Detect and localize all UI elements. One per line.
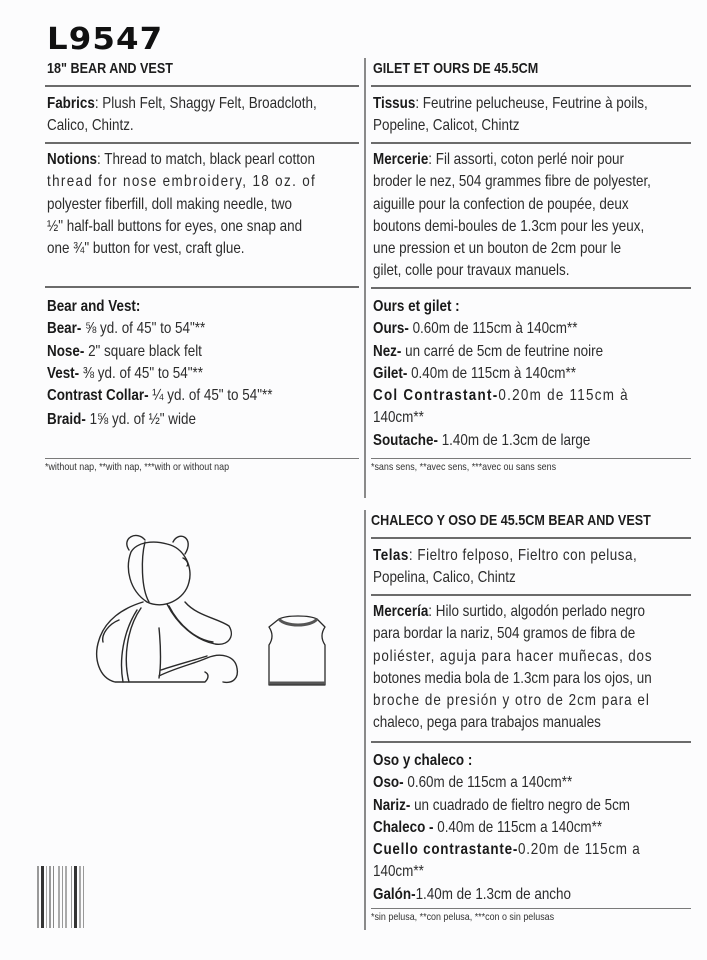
yardage-row: Vest- ⅜ yd. of 45" to 54"** xyxy=(47,364,203,382)
yardage-row: Contrast Collar- ¼ yd. of 45" to 54"** xyxy=(47,387,273,405)
spanish-yardage xyxy=(373,750,640,906)
french-title: GILET ET OURS DE 45.5CM xyxy=(373,60,539,77)
yardage-row: Bear- ⅝ yd. of 45" to 54"** xyxy=(47,320,206,338)
divider xyxy=(45,458,359,459)
barcode xyxy=(37,866,99,928)
divider xyxy=(45,142,359,144)
yardage-row: Col Contrastant-0.20m de 115cm à xyxy=(373,387,629,405)
yardage-row: Braid- 1⅝ yd. of ½" wide xyxy=(47,411,196,429)
column-divider xyxy=(364,58,366,498)
vest-illustration xyxy=(265,613,331,689)
english-yardage xyxy=(47,296,272,432)
yardage-row: Cuello contrastante-0.20m de 115cm a xyxy=(373,841,641,859)
english-notions: Notions: Thread to match, black pearl cotton thread for nose embroidery, 18 oz. of polyester fiberfill, doll making needle, two ½" half-ball buttons for eyes, one snap and one ¾" button for vest, craft glue. xyxy=(47,151,317,258)
divider xyxy=(371,287,691,289)
french-yardage xyxy=(373,296,629,452)
fabrics-label: Fabrics xyxy=(47,95,95,112)
divider xyxy=(45,85,359,87)
divider xyxy=(371,85,691,87)
spanish-fabrics: Telas: Fieltro felposo, Fieltro con pelusa, Popelina, Calico, Chintz xyxy=(373,547,638,587)
english-footnote: *without nap, **with nap, ***with or without nap xyxy=(45,461,230,473)
column-divider-lower xyxy=(364,510,366,930)
fabrics-label: Tissus xyxy=(373,95,416,112)
fabrics-label: Telas xyxy=(373,547,409,564)
yardage-heading: Bear and Vest: xyxy=(47,298,141,315)
french-footnote: *sans sens, **avec sens, ***avec ou sans sens xyxy=(371,461,557,473)
divider xyxy=(371,741,691,743)
divider xyxy=(371,458,691,459)
english-title: 18" BEAR AND VEST xyxy=(47,60,173,77)
english-fabrics: Fabrics: Plush Felt, Shaggy Felt, Broadcloth, Calico, Chintz. xyxy=(47,95,317,135)
spanish-footnote: *sin pelusa, **con pelusa, ***con o sin pelusas xyxy=(371,911,555,923)
yardage-heading: Oso y chaleco : xyxy=(373,752,473,769)
yardage-row: Gilet- 0.40m de 115cm à 140cm** xyxy=(373,364,576,382)
yardage-row: Nariz- un cuadrado de fieltro negro de 5cm xyxy=(373,796,631,814)
yardage-row: Galón-1.40m de 1.3cm de ancho xyxy=(373,885,571,903)
teddy-bear-illustration xyxy=(85,528,265,688)
french-fabrics: Tissus: Feutrine pelucheuse, Feutrine à poils, Popeline, Calicot, Chintz xyxy=(373,95,648,135)
spanish-notions: Mercería: Hilo surtido, algodón perlado negro para bordar la nariz, 504 gramos de fibra de poliéster, aguja para hacer muñecas, dos botones media bola de 1.3cm para los ojos, un broche de presión y otro de 2cm para el chaleco, pega para trabajos manuales xyxy=(373,603,653,732)
notions-label: Mercería xyxy=(373,603,429,620)
pattern-number: L9547 xyxy=(47,22,164,57)
divider xyxy=(371,594,691,596)
yardage-heading: Ours et gilet : xyxy=(373,298,460,315)
yardage-row: Nez- un carré de 5cm de feutrine noire xyxy=(373,342,604,360)
divider xyxy=(45,286,359,288)
french-notions: Mercerie: Fil assorti, coton perlé noir pour broder le nez, 504 grammes fibre de polyester, aiguille pour la confection de poupée, deux boutons demi-boules de 1.3cm pour les yeux, une pression et un bouton de 2cm pour le gilet, colle pour travaux manuels. xyxy=(373,151,651,280)
divider xyxy=(371,142,691,144)
yardage-row: Nose- 2" square black felt xyxy=(47,342,202,360)
divider xyxy=(371,908,691,909)
yardage-row: 140cm** xyxy=(373,863,424,881)
yardage-row: Soutache- 1.40m de 1.3cm de large xyxy=(373,431,591,449)
divider xyxy=(371,537,691,539)
yardage-row: 140cm** xyxy=(373,409,424,427)
notions-label: Notions xyxy=(47,151,98,168)
yardage-row: Chaleco - 0.40m de 115cm a 140cm** xyxy=(373,818,603,836)
spanish-title: CHALECO Y OSO DE 45.5CM BEAR AND VEST xyxy=(371,512,651,529)
yardage-row: Oso- 0.60m de 115cm a 140cm** xyxy=(373,774,573,792)
yardage-row: Ours- 0.60m de 115cm à 140cm** xyxy=(373,320,578,338)
notions-label: Mercerie xyxy=(373,151,429,168)
